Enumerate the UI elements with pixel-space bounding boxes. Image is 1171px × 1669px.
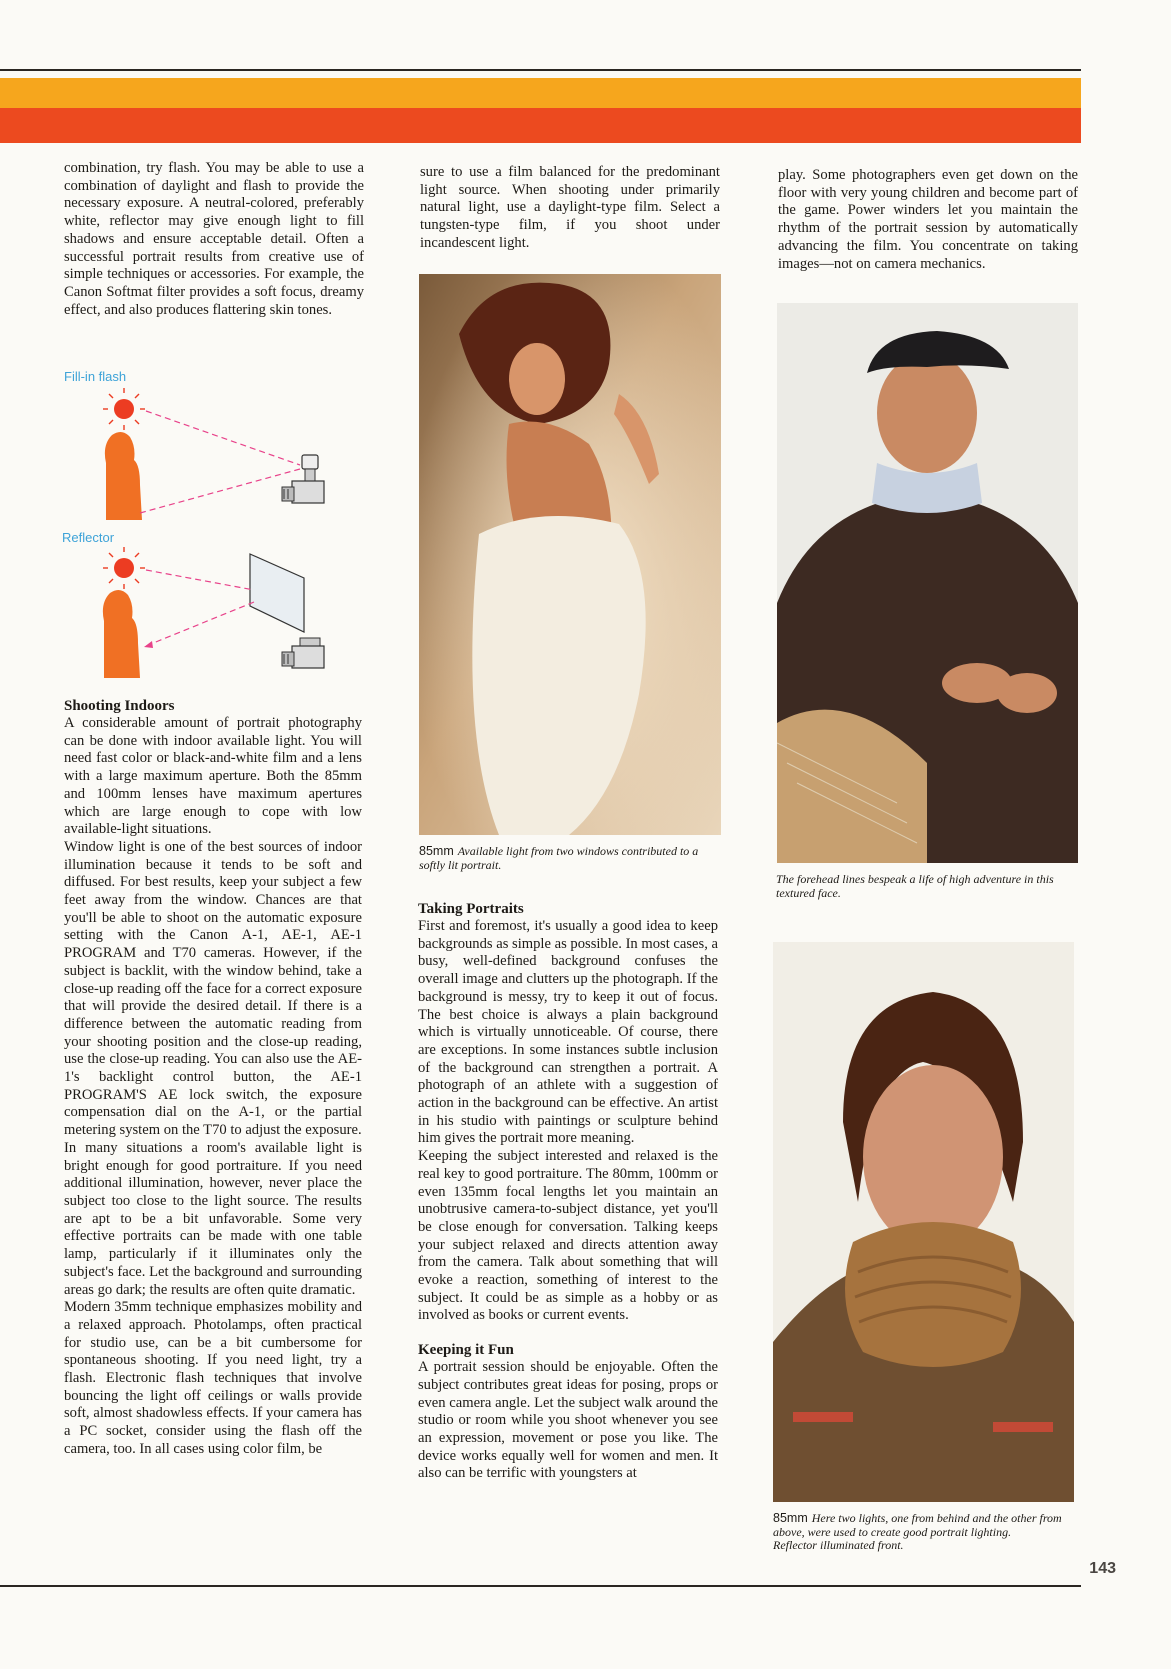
heading-shooting-indoors: Shooting Indoors: [64, 698, 175, 714]
col3-intro-text: play. Some photographers even get down on the floor with very young children and become part of the game. Power winders let you maintain the rhythm of the portrait session by automatically advancing the film. You concentrate on taking images—not on camera mechanics.: [778, 167, 1078, 272]
column-2-body: [418, 900, 718, 1483]
col1-intro-text: combination, try flash. You may be able to use a combination of daylight and flash to provide the necessary exposure. A neutral-colored, preferably white, reflector may give enough light to fill shadows and ensure acceptable detail. Often a successful portrait results from creative use of simple techniques or accessories. For example, the Canon Softmat filter provides a soft focus, dreamy effect, and also produces flattering skin tones.: [64, 160, 364, 318]
col2-paragraph-3: A portrait session should be enjoyable. Often the subject contributes great ideas for posing, props or even camera angle. Let the subject walk around the studio or room while you shoot whenever you see an expression, movement or pose you like. The device works equally well for women and men. It also can be terrific with youngsters at: [418, 1359, 718, 1482]
column-2-intro: [420, 164, 720, 253]
caption-text: Available light from two windows contributed to a softly lit portrait.: [419, 844, 699, 872]
arrow-head: [144, 641, 153, 648]
caption-fisherman-text: The forehead lines bespeak a life of high adventure in this textured face.: [776, 872, 1054, 900]
fill-in-flash-diagram: [64, 385, 354, 535]
caption-window-light: [419, 845, 719, 872]
reflector-diagram: [64, 546, 354, 681]
reflector-panel: [250, 554, 304, 632]
col1-paragraph-1: A considerable amount of portrait photography can be done with indoor available light. You will need fast color or black-and-white film and a lens with a large maximum aperture. Both the 85mm and 100mm lenses have maximum apertures which are large enough to cope with low available-light situations.: [64, 715, 362, 838]
camera-icon: [282, 638, 324, 668]
diagram-fill-flash-label: Fill-in flash: [64, 369, 127, 384]
column-1-intro: [64, 160, 364, 319]
photo-woman-turtleneck: [773, 942, 1074, 1502]
photo-fisherman: [777, 303, 1078, 863]
heading-taking-portraits: Taking Portraits: [418, 901, 524, 917]
top-rule: [0, 69, 1081, 71]
diagram-reflector-label: Reflector: [62, 530, 115, 545]
subject-silhouette: [105, 432, 142, 520]
subject-silhouette: [103, 590, 140, 678]
band-red: [0, 108, 1081, 143]
band-yellow: [0, 78, 1081, 108]
bottom-rule: [0, 1585, 1081, 1587]
caption2-line2: Reflector illuminated front.: [773, 1538, 904, 1552]
caption2-lens-label: 85mm: [773, 1511, 808, 1525]
heading-keeping-it-fun: Keeping it Fun: [418, 1342, 514, 1359]
col2-intro-text: sure to use a film balanced for the predominant light source. When shooting under primarily natural light, use a daylight-type film. Select a tungsten-type film, if you shoot under incandescent light.: [420, 164, 720, 251]
caption-turtleneck: [773, 1512, 1073, 1553]
sun-icon: [103, 388, 145, 430]
col1-paragraph-4: Modern 35mm technique emphasizes mobility and a relaxed approach. Photolamps, often practical for studio use, can be a bit cumbersome for spontaneous shooting. If you need light, try a flash. Electronic flash techniques that involve bouncing the light off ceilings or walls provide soft, almost shadowless effects. If your camera has a PC socket, consider using the flash off the camera, too. In all cases using color film, be: [64, 1299, 362, 1457]
col1-paragraph-3: In many situations a room's available light is bright enough for good portraiture. If you need additional illumination, however, never place the subject too close to the light source. The results are apt to be a bit unfavorable. Some very effective portraits can be made with one table lamp, particularly if it illuminates only the subject's face. Let the background and surrounding areas go dark; the results are often quite dramatic.: [64, 1139, 362, 1298]
light-paths: [140, 411, 300, 513]
col2-paragraph-1: First and foremost, it's usually a good idea to keep backgrounds as simple as possible. In most cases, a busy, well-defined background confuses the overall image and clutters up the photograph. If the background is messy, try to keep it out of focus. The best choice is always a plain background which is virtually unnoticeable. Of course, there are exceptions. In some instances subtle inclusion of the background can strengthen a portrait. A photograph of an athlete with a suggestion of action in the background can be effective. An artist in his studio with paintings or sculpture behind him gives the portrait more meaning.: [418, 918, 718, 1147]
sun-icon: [103, 547, 145, 589]
caption-fisherman: [776, 873, 1076, 900]
column-1-body: [64, 697, 362, 1459]
photo-woman-window-light: [419, 274, 721, 835]
caption-lens-label: 85mm: [419, 844, 454, 858]
col2-paragraph-2: Keeping the subject interested and relaxed is the real key to good portraiture. The 80mm, 100mm or even 135mm focal lengths let you maintain an unobtrusive camera-to-subject distance, yet you'll be close enough for conversation. Talking keeps your subject relaxed and directs attention away from the camera. Talk about something that will evoke a reaction, something of interest to the subject. It could be as simple as a hobby or as involved as books or current events.: [418, 1148, 718, 1324]
camera-flash-icon: [282, 455, 324, 503]
column-3-intro: [778, 167, 1078, 273]
light-paths: [146, 570, 254, 646]
col1-paragraph-2: Window light is one of the best sources of indoor illumination because it tends to be soft and diffused. For best results, keep your subject a few feet away from the window. Chances are that you'll be able to shoot on the automatic exposure setting with the Canon A-1, AE-1, AE-1 PROGRAM and T70 cameras. However, if the subject is backlit, with the window behind, take a close-up reading off the face for a correct exposure that will provide the desired detail. If there is a difference between the automatic reading from your shooting position and the close-up reading, use the close-up reading. You can also use the AE-1's backlight control button, the AE-1 PROGRAM'S AE lock switch, the exposure compensation dial on the A-1, or the partial metering system on the T70 to adjust the exposure.: [64, 838, 362, 1139]
page-number: 143: [1089, 1560, 1116, 1577]
caption2-text: Here two lights, one from behind and the other from above, were used to create good portrait lighting.: [773, 1511, 1062, 1539]
